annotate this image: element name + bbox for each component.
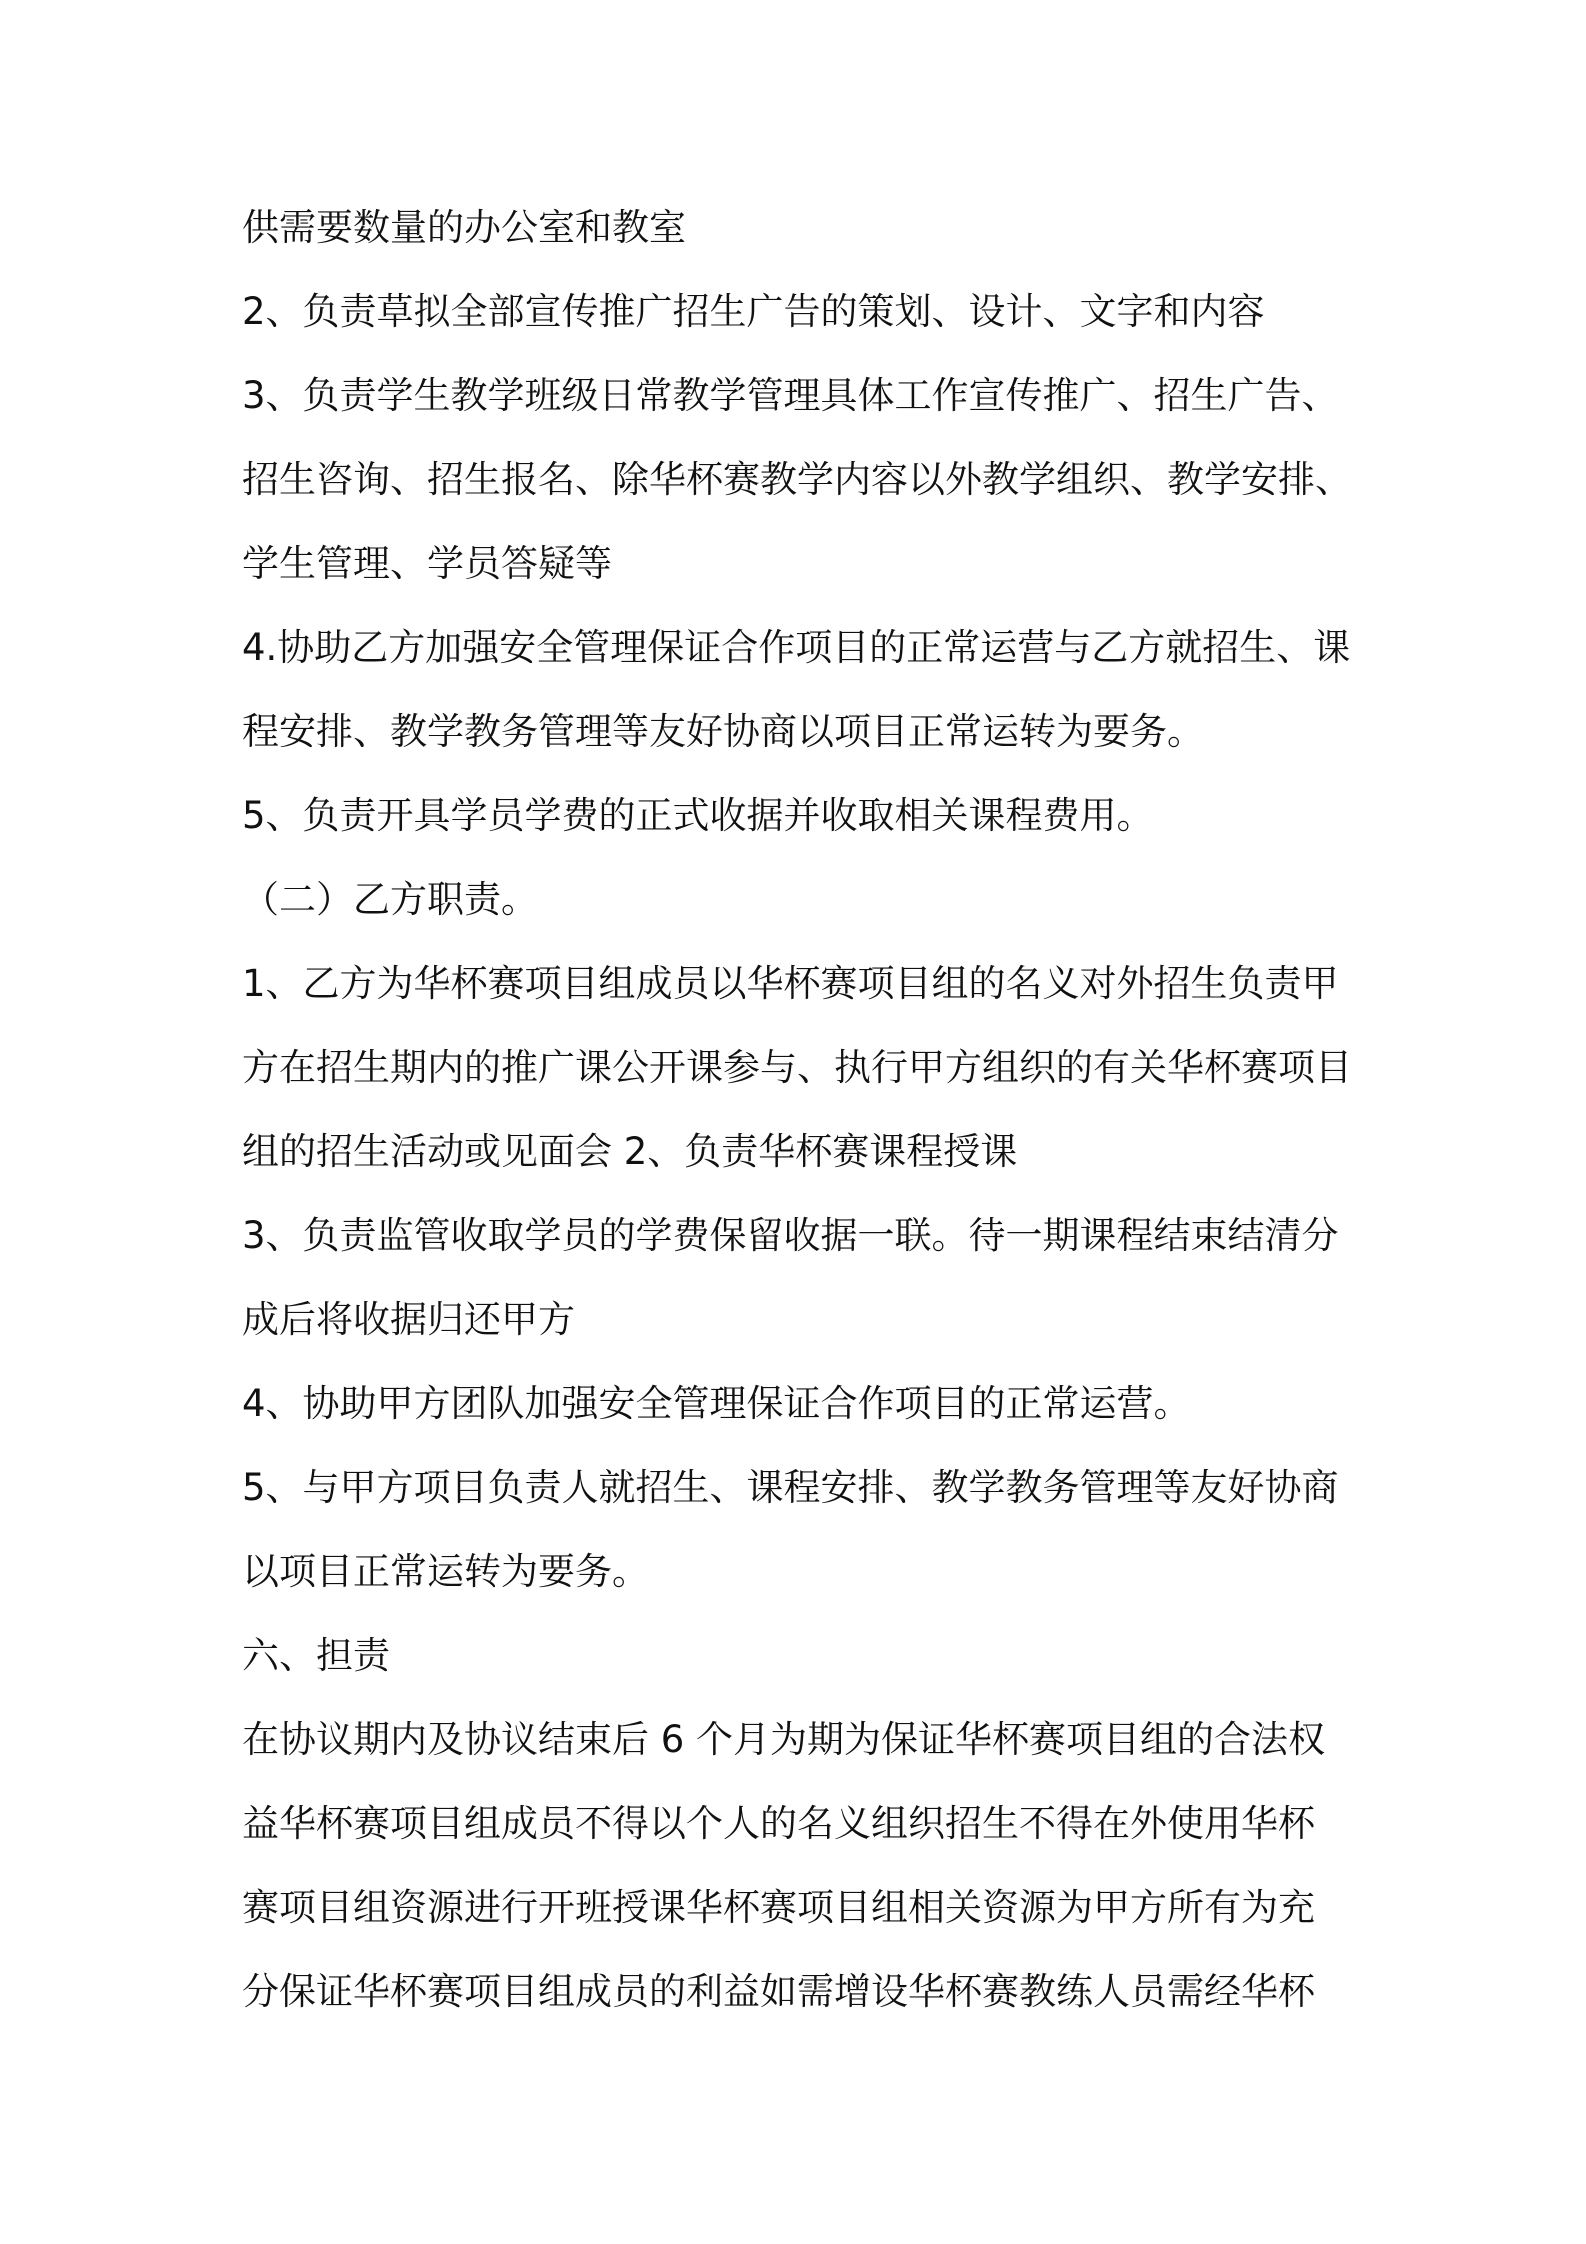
text-line: 程安排、教学教务管理等友好协商以项目正常运转为要务。 <box>242 710 1204 753</box>
text-line: 4.协助乙方加强安全管理保证合作项目的正常运营与乙方就招生、课 <box>242 626 1351 669</box>
text-line: 3、负责监管收取学员的学费保留收据一联。待一期课程结束结清分 <box>242 1214 1339 1257</box>
text-line: 在协议期内及协议结束后 6 个月为期为保证华杯赛项目组的合法权 <box>242 1718 1326 1761</box>
text-line: 2、负责草拟全部宣传推广招生广告的策划、设计、文字和内容 <box>242 290 1265 333</box>
text-line: 供需要数量的办公室和教室 <box>242 206 686 249</box>
text-line: 以项目正常运转为要务。 <box>242 1550 649 1593</box>
text-line: 3、负责学生教学班级日常教学管理具体工作宣传推广、招生广告、 <box>242 374 1339 417</box>
text-line: 方在招生期内的推广课公开课参与、执行甲方组织的有关华杯赛项目 <box>242 1046 1352 1089</box>
text-line: 5、负责开具学员学费的正式收据并收取相关课程费用。 <box>242 794 1154 837</box>
text-line: 分保证华杯赛项目组成员的利益如需增设华杯赛教练人员需经华杯 <box>242 1970 1315 2013</box>
text-line: 1、乙方为华杯赛项目组成员以华杯赛项目组的名义对外招生负责甲 <box>242 962 1339 1005</box>
text-line: 学生管理、学员答疑等 <box>242 542 612 585</box>
text-line: 成后将收据归还甲方 <box>242 1298 575 1341</box>
text-line: 组的招生活动或见面会 2、负责华杯赛课程授课 <box>242 1130 1018 1173</box>
section-heading: （二）乙方职责。 <box>242 878 538 921</box>
text-line: 5、与甲方项目负责人就招生、课程安排、教学教务管理等友好协商 <box>242 1466 1339 1509</box>
text-line: 4、协助甲方团队加强安全管理保证合作项目的正常运营。 <box>242 1382 1191 1425</box>
text-line: 赛项目组资源进行开班授课华杯赛项目组相关资源为甲方所有为充 <box>242 1886 1315 1929</box>
text-line: 招生咨询、招生报名、除华杯赛教学内容以外教学组织、教学安排、 <box>242 458 1352 501</box>
section-heading: 六、担责 <box>242 1634 390 1677</box>
text-line: 益华杯赛项目组成员不得以个人的名义组织招生不得在外使用华杯 <box>242 1802 1315 1845</box>
